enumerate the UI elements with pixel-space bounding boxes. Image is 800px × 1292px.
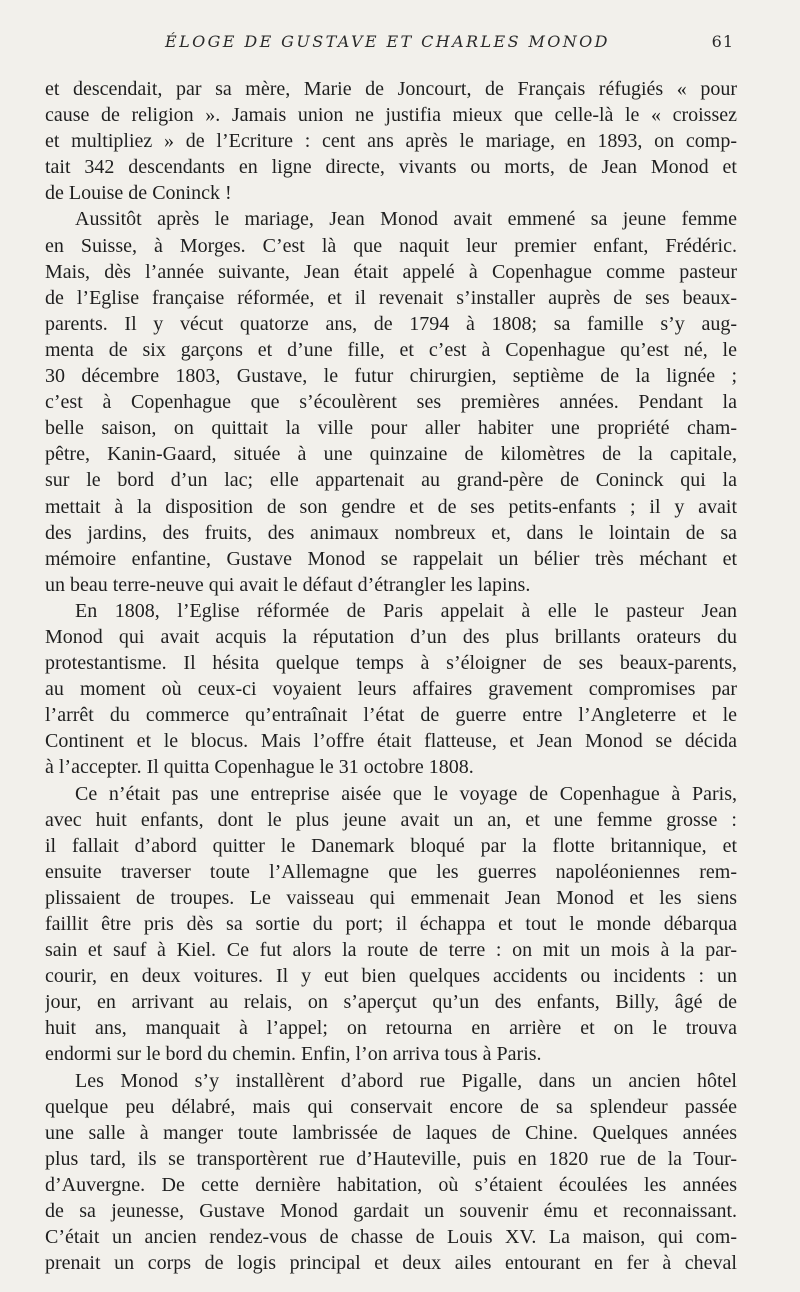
- text-line: Continent et le blocus. Mais l’offre était flatteuse, et Jean Monod se décida: [45, 730, 737, 753]
- text-line: protestantisme. Il hésita quelque temps à s’éloigner de ses beaux-parents,: [45, 652, 737, 675]
- text-line: tait 342 descendants en ligne directe, vivants ou morts, de Jean Monod et: [45, 156, 737, 179]
- text-line: pêtre, Kanin-Gaard, située à une quinzaine de kilomètres de la capitale,: [45, 443, 737, 466]
- text-line: avec huit enfants, dont le plus jeune avait un an, et une femme grosse :: [45, 808, 737, 831]
- text-line: et descendait, par sa mère, Marie de Joncourt, de Français réfugiés « pour: [45, 78, 737, 100]
- text-line: C’était un ancien rendez-vous de chasse de Louis XV. La maison, qui com-: [45, 1226, 737, 1249]
- text-line: Monod qui avait acquis la réputation d’un des plus brillants orateurs du: [45, 625, 737, 648]
- text-line: faillit être pris dès sa sortie du port; il échappa et tout le monde débarqua: [45, 913, 737, 935]
- text-line: huit ans, manquait à l’appel; on retourna en arrière et on le trouva: [45, 1017, 737, 1040]
- text-line: à l’accepter. Il quitta Copenhague le 31 octobre 1808.: [45, 756, 474, 779]
- text-line: Aussitôt après le mariage, Jean Monod avait emmené sa jeune femme: [75, 208, 737, 231]
- text-line: jour, en arrivant au relais, on s’aperçut qu’un des enfants, Billy, âgé de: [45, 991, 737, 1014]
- page-header: [0, 32, 800, 58]
- running-head: ÉLOGE DE GUSTAVE ET CHARLES MONOD: [165, 32, 610, 51]
- text-line: En 1808, l’Eglise réformée de Paris appelait à elle le pasteur Jean: [75, 599, 737, 622]
- text-line: endormi sur le bord du chemin. Enfin, l’on arriva tous à Paris.: [45, 1043, 542, 1066]
- body-text: [45, 76, 737, 1276]
- text-line: menta de six garçons et d’une fille, et c’est à Copenhague qu’est né, le: [45, 338, 737, 361]
- text-line: plissaient de troupes. Le vaisseau qui emmenait Jean Monod et les siens: [45, 886, 737, 909]
- page-number: 61: [711, 32, 734, 51]
- text-line: plus tard, ils se transportèrent rue d’Hauteville, puis en 1820 rue de la Tour-: [45, 1147, 737, 1170]
- text-line: Ce n’était pas une entreprise aisée que le voyage de Copenhague à Paris,: [75, 782, 737, 805]
- text-line: sain et sauf à Kiel. Ce fut alors la route de terre : on mit un mois à la par-: [45, 939, 737, 962]
- text-line: mettait à la disposition de son gendre et de ses petits-enfants ; il y avait: [45, 495, 737, 518]
- text-line: ensuite traverser toute l’Allemagne que les guerres napoléoniennes rem-: [45, 860, 737, 883]
- text-line: l’arrêt du commerce qu’entraînait l’état de guerre entre l’Angleterre et le: [45, 704, 737, 727]
- text-line: 30 décembre 1803, Gustave, le futur chirurgien, septième de la lignée ;: [45, 365, 737, 388]
- text-line: et multipliez » de l’Ecriture : cent ans après le mariage, en 1893, on comp-: [45, 130, 737, 153]
- text-line: Mais, dès l’année suivante, Jean était appelé à Copenhague comme pasteur: [45, 260, 737, 283]
- text-line: d’Auvergne. De cette dernière habitation, où s’étaient écoulées les années: [45, 1173, 737, 1196]
- text-line: belle saison, on quittait la ville pour aller habiter une propriété cham-: [45, 417, 737, 440]
- text-line: une salle à manger toute lambrissée de laques de Chine. Quelques années: [45, 1121, 737, 1144]
- text-line: des jardins, des fruits, des animaux nombreux et, dans le lointain de sa: [45, 521, 737, 544]
- text-line: Les Monod s’y installèrent d’abord rue Pigalle, dans un ancien hôtel: [75, 1069, 737, 1092]
- text-line: de sa jeunesse, Gustave Monod gardait un souvenir ému et reconnaissant.: [45, 1200, 737, 1223]
- text-line: de l’Eglise française réformée, et il revenait s’installer auprès de ses beaux-: [45, 286, 737, 309]
- text-line: parents. Il y vécut quatorze ans, de 1794 à 1808; sa famille s’y aug-: [45, 312, 737, 335]
- text-line: il fallait d’abord quitter le Danemark bloqué par la flotte britannique, et: [45, 834, 737, 857]
- text-line: un beau terre-neuve qui avait le défaut d’étrangler les lapins.: [45, 573, 531, 596]
- text-line: en Suisse, à Morges. C’est là que naquit leur premier enfant, Frédéric.: [45, 234, 737, 257]
- text-line: prenait un corps de logis principal et deux ailes entourant en fer à cheval: [45, 1252, 737, 1275]
- text-line: de Louise de Coninck !: [45, 182, 232, 205]
- text-line: sur le bord d’un lac; elle appartenait au grand-père de Coninck qui la: [45, 469, 737, 492]
- text-line: cause de religion ». Jamais union ne justifia mieux que celle-là le « croissez: [45, 104, 737, 127]
- text-line: mémoire enfantine, Gustave Monod se rappelait un bélier très méchant et: [45, 547, 737, 570]
- text-line: courir, en deux voitures. Il y eut bien quelques accidents ou incidents : un: [45, 965, 737, 988]
- text-line: au moment où ceux-ci voyaient leurs affaires gravement compromises par: [45, 678, 737, 701]
- text-line: c’est à Copenhague que s’écoulèrent ses premières années. Pendant la: [45, 391, 737, 414]
- text-line: quelque peu délabré, mais qui conservait encore de sa splendeur passée: [45, 1095, 737, 1118]
